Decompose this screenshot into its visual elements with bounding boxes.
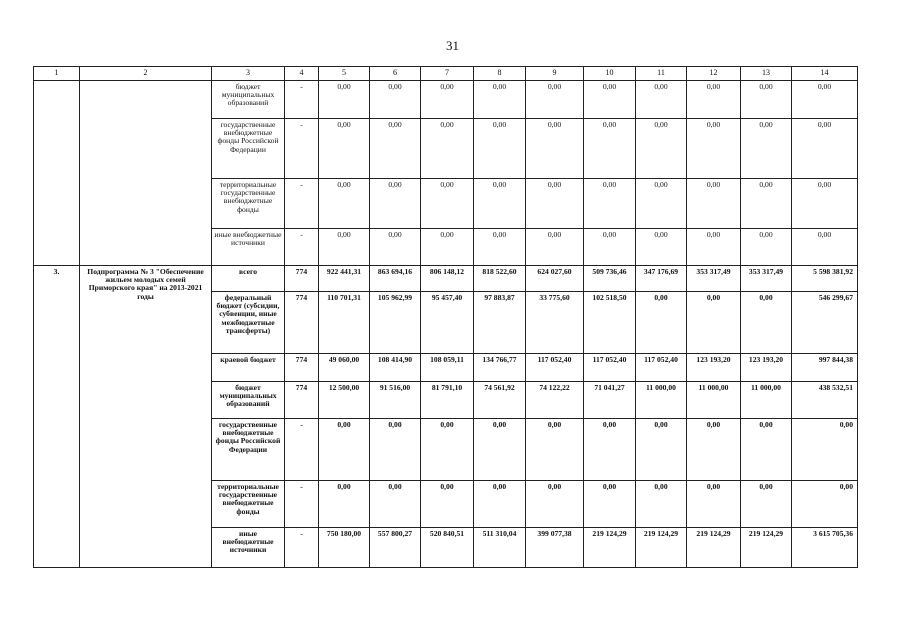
funding-source: государственные внебюджетные фонды Российской Федерации	[212, 419, 285, 481]
year-value: 0,00	[636, 119, 687, 179]
year-value: 0,00	[370, 419, 421, 481]
total-value: 0,00	[792, 119, 858, 179]
year-value: 108 059,11	[421, 354, 474, 382]
year-value: 0,00	[319, 419, 370, 481]
year-value: 0,00	[584, 229, 636, 266]
year-value: 353 317,49	[741, 266, 792, 292]
funding-source: краевой бюджет	[212, 354, 285, 382]
column-header: 11	[636, 67, 687, 81]
table-body	[34, 67, 858, 568]
year-value: 0,00	[741, 179, 792, 229]
year-value: 71 041,27	[584, 382, 636, 419]
year-value: 219 124,29	[687, 528, 741, 568]
total-value: 997 844,38	[792, 354, 858, 382]
total-value: 0,00	[792, 481, 858, 528]
year-value: 49 060,00	[319, 354, 370, 382]
year-value: 557 800,27	[370, 528, 421, 568]
year-value: 0,00	[636, 229, 687, 266]
year-value: 0,00	[319, 481, 370, 528]
year-value: 0,00	[584, 179, 636, 229]
funding-source: федеральный бюджет (субсидии, субвенции, иные межбюджетные трансферты)	[212, 292, 285, 354]
year-value: 0,00	[584, 481, 636, 528]
funding-source: иные внебюджетные источники	[212, 229, 285, 266]
year-value: 117 052,40	[526, 354, 584, 382]
year-value: 11 000,00	[636, 382, 687, 419]
year-value: 0,00	[370, 229, 421, 266]
funding-source: государственные внебюджетные фонды Российской Федерации	[212, 119, 285, 179]
year-value: 0,00	[636, 419, 687, 481]
total-value: 546 299,67	[792, 292, 858, 354]
column-header: 4	[285, 67, 319, 81]
column-header: 9	[526, 67, 584, 81]
funding-source: территориальные государственные внебюджетные фонды	[212, 481, 285, 528]
year-value: 353 317,49	[687, 266, 741, 292]
year-value: 0,00	[319, 119, 370, 179]
year-value: 0,00	[526, 481, 584, 528]
column-header: 8	[474, 67, 526, 81]
year-value: 0,00	[421, 481, 474, 528]
column-header: 14	[792, 67, 858, 81]
year-value: 0,00	[526, 229, 584, 266]
year-value: 0,00	[474, 119, 526, 179]
year-value: 0,00	[319, 81, 370, 119]
budget-code: -	[285, 419, 319, 481]
year-value: 11 000,00	[741, 382, 792, 419]
year-value: 12 500,00	[319, 382, 370, 419]
section-index: 3.	[34, 266, 80, 568]
year-value: 0,00	[687, 481, 741, 528]
total-value: 0,00	[792, 179, 858, 229]
funding-source: всего	[212, 266, 285, 292]
year-value: 123 193,20	[741, 354, 792, 382]
year-value: 750 180,00	[319, 528, 370, 568]
year-value: 0,00	[370, 119, 421, 179]
year-value: 511 310,04	[474, 528, 526, 568]
budget-code: 774	[285, 382, 319, 419]
year-value: 219 124,29	[584, 528, 636, 568]
year-value: 95 457,40	[421, 292, 474, 354]
year-value: 0,00	[741, 81, 792, 119]
year-value: 0,00	[741, 292, 792, 354]
year-value: 74 561,92	[474, 382, 526, 419]
budget-code: -	[285, 179, 319, 229]
total-value: 3 615 705,36	[792, 528, 858, 568]
budget-code: 774	[285, 266, 319, 292]
total-value: 0,00	[792, 81, 858, 119]
year-value: 922 441,31	[319, 266, 370, 292]
row-index-cell	[34, 81, 80, 266]
year-value: 0,00	[687, 119, 741, 179]
year-value: 0,00	[636, 81, 687, 119]
total-value: 0,00	[792, 229, 858, 266]
year-value: 11 000,00	[687, 382, 741, 419]
budget-code: -	[285, 81, 319, 119]
year-value: 0,00	[687, 229, 741, 266]
year-value: 0,00	[741, 229, 792, 266]
column-header: 5	[319, 67, 370, 81]
year-value: 520 840,51	[421, 528, 474, 568]
year-value: 0,00	[741, 119, 792, 179]
year-value: 0,00	[687, 81, 741, 119]
year-value: 110 701,31	[319, 292, 370, 354]
year-value: 0,00	[319, 179, 370, 229]
year-value: 399 077,38	[526, 528, 584, 568]
year-value: 0,00	[584, 81, 636, 119]
column-header: 10	[584, 67, 636, 81]
year-value: 624 027,60	[526, 266, 584, 292]
year-value: 219 124,29	[741, 528, 792, 568]
year-value: 0,00	[526, 119, 584, 179]
year-value: 117 052,40	[636, 354, 687, 382]
funding-source: иные внебюджетные источники	[212, 528, 285, 568]
year-value: 0,00	[526, 81, 584, 119]
column-header: 3	[212, 67, 285, 81]
year-value: 0,00	[421, 419, 474, 481]
year-value: 0,00	[421, 229, 474, 266]
year-value: 0,00	[474, 481, 526, 528]
year-value: 74 122,22	[526, 382, 584, 419]
year-value: 219 124,29	[636, 528, 687, 568]
year-value: 0,00	[741, 481, 792, 528]
year-value: 33 775,60	[526, 292, 584, 354]
funding-source: территориальные государственные внебюджетные фонды	[212, 179, 285, 229]
year-value: 0,00	[421, 119, 474, 179]
year-value: 0,00	[421, 81, 474, 119]
budget-code: -	[285, 481, 319, 528]
year-value: 0,00	[370, 481, 421, 528]
year-value: 347 176,69	[636, 266, 687, 292]
total-value: 5 598 381,92	[792, 266, 858, 292]
total-value: 438 532,51	[792, 382, 858, 419]
year-value: 117 052,40	[584, 354, 636, 382]
year-value: 91 516,00	[370, 382, 421, 419]
funding-source: бюджет муниципальных образований	[212, 81, 285, 119]
year-value: 97 883,87	[474, 292, 526, 354]
budget-code: 774	[285, 292, 319, 354]
year-value: 0,00	[636, 292, 687, 354]
page-number: 31	[446, 38, 459, 53]
table-row	[34, 266, 858, 292]
column-header: 2	[80, 67, 212, 81]
year-value: 102 518,50	[584, 292, 636, 354]
year-value: 806 148,12	[421, 266, 474, 292]
subprogram-title: Подпрограмма № 3 "Обеспечение жильем молодых семей Приморского края" на 2013-2021 годы	[80, 266, 212, 568]
column-header: 6	[370, 67, 421, 81]
year-value: 0,00	[474, 419, 526, 481]
year-value: 0,00	[636, 179, 687, 229]
year-value: 0,00	[741, 419, 792, 481]
year-value: 0,00	[370, 179, 421, 229]
year-value: 0,00	[370, 81, 421, 119]
year-value: 105 962,99	[370, 292, 421, 354]
year-value: 134 766,77	[474, 354, 526, 382]
year-value: 108 414,90	[370, 354, 421, 382]
column-header: 7	[421, 67, 474, 81]
table-row	[34, 81, 858, 119]
year-value: 0,00	[584, 419, 636, 481]
year-value: 0,00	[319, 229, 370, 266]
column-header: 12	[687, 67, 741, 81]
year-value: 863 694,16	[370, 266, 421, 292]
year-value: 0,00	[687, 292, 741, 354]
column-header: 13	[741, 67, 792, 81]
year-value: 0,00	[526, 179, 584, 229]
year-value: 0,00	[687, 419, 741, 481]
year-value: 81 791,10	[421, 382, 474, 419]
total-value: 0,00	[792, 419, 858, 481]
year-value: 0,00	[687, 179, 741, 229]
year-value: 818 522,60	[474, 266, 526, 292]
year-value: 0,00	[474, 179, 526, 229]
budget-code: -	[285, 119, 319, 179]
budget-code: -	[285, 229, 319, 266]
budget-code: -	[285, 528, 319, 568]
funding-source: бюджет муниципальных образований	[212, 382, 285, 419]
budget-table	[33, 66, 858, 568]
year-value: 0,00	[636, 481, 687, 528]
year-value: 123 193,20	[687, 354, 741, 382]
year-value: 0,00	[526, 419, 584, 481]
budget-code: 774	[285, 354, 319, 382]
program-name-cell	[80, 81, 212, 266]
year-value: 0,00	[474, 229, 526, 266]
column-header: 1	[34, 67, 80, 81]
year-value: 0,00	[584, 119, 636, 179]
year-value: 0,00	[474, 81, 526, 119]
year-value: 509 736,46	[584, 266, 636, 292]
year-value: 0,00	[421, 179, 474, 229]
column-numbers-row	[34, 67, 858, 81]
